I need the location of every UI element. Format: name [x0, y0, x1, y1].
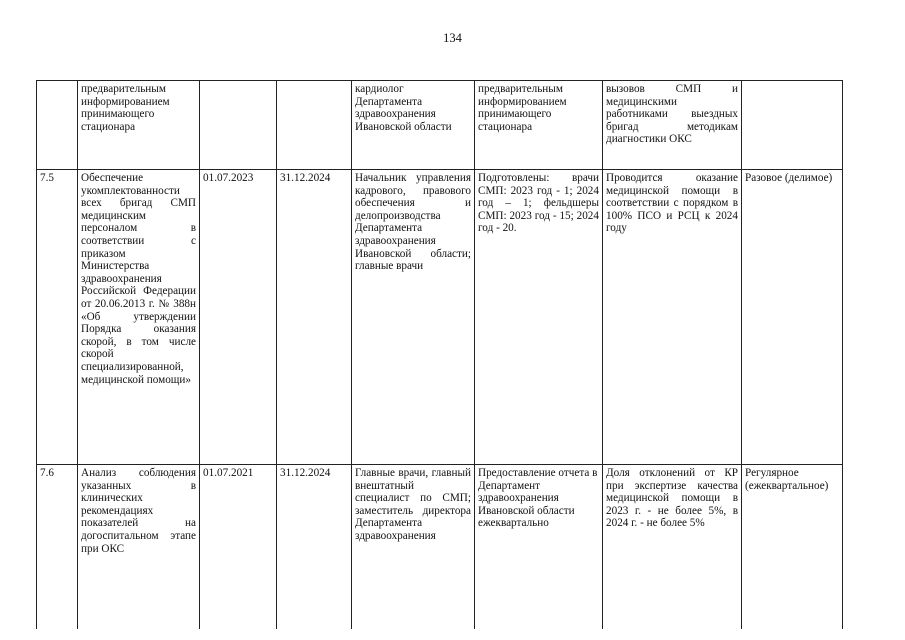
end-date-cell: 31.12.2024: [277, 465, 352, 630]
responsible-cell: Главные врачи, главный внештатный специалист по СМП; заместитель директора Департамента здравоохранения: [352, 465, 475, 630]
activity-cell: Обеспечение укомплектованности всех бригад СМП медицинским персоналом в соответствии с приказом Министерства здравоохранения Российской Федерации от 20.06.2013 г. № 388н «Об утверждении Порядка оказания скорой, в том числе скорой специализированной, медицинской помощи»: [78, 170, 200, 465]
activity-cell: предварительным информированием принимающего стационара: [78, 81, 200, 170]
type-cell: [742, 81, 843, 170]
result-cell: Подготовлены: врачи СМП: 2023 год - 1; 2024 год – 1; фельдшеры СМП: 2023 год - 15; 2024 год - 20.: [475, 170, 603, 465]
measures-table: [36, 80, 843, 629]
responsible-cell: кардиолог Департамента здравоохранения Ивановской области: [352, 81, 475, 170]
page-number: 134: [443, 31, 462, 45]
responsible-cell: Начальник управления кадрового, правового обеспечения и делопроизводства Департамента здравоохранения Ивановской области; главные врачи: [352, 170, 475, 465]
start-date-cell: [200, 81, 277, 170]
table-row: [37, 81, 843, 170]
indicator-cell: вызовов СМП и медицинскими работниками выездных бригад методикам диагностики ОКС: [603, 81, 742, 170]
row-number: 7.5: [37, 170, 78, 465]
indicator-cell: Доля отклонений от КР при экспертизе качества медицинской помощи в 2023 г. - не более 5%, в 2024 г. - не более 5%: [603, 465, 742, 630]
result-cell: Предоставление отчета в Департамент здравоохранения Ивановской области ежеквартально: [475, 465, 603, 630]
result-cell: предварительным информированием принимающего стационара: [475, 81, 603, 170]
type-cell: Разовое (делимое): [742, 170, 843, 465]
start-date-cell: 01.07.2023: [200, 170, 277, 465]
activity-cell: Анализ соблюдения указанных в клинических рекомендациях показателей на догоспитальном этапе при ОКС: [78, 465, 200, 630]
indicator-cell: Проводится оказание медицинской помощи в соответствии с порядком в 100% ПСО и РСЦ к 2024 году: [603, 170, 742, 465]
end-date-cell: 31.12.2024: [277, 170, 352, 465]
row-number: [37, 81, 78, 170]
table-row: [37, 170, 843, 465]
start-date-cell: 01.07.2021: [200, 465, 277, 630]
type-cell: Регулярное (ежеквартальное): [742, 465, 843, 630]
row-number: 7.6: [37, 465, 78, 630]
table-row: [37, 465, 843, 630]
end-date-cell: [277, 81, 352, 170]
